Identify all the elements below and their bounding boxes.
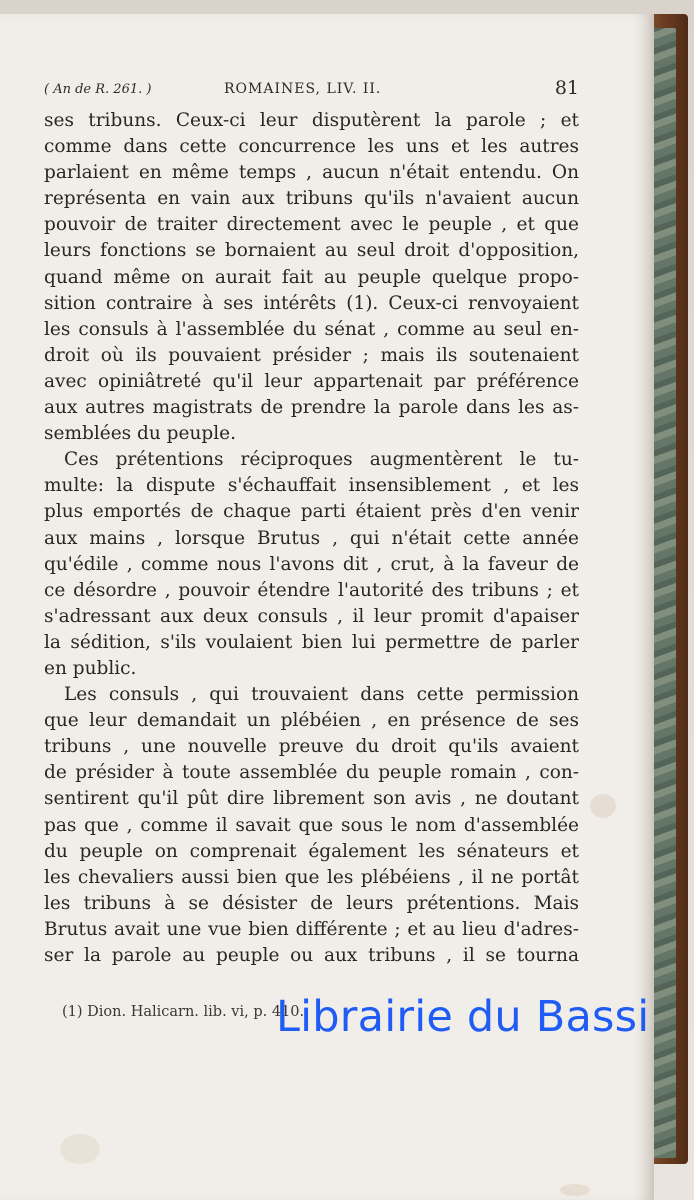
text-line: comme dans cette concurrence les uns et les autres [44,136,579,158]
text-line: pas que , comme il savait que sous le nom d'assemblée [44,814,579,836]
text-line: avec opiniâtreté qu'il leur appartenait par préférence [44,370,579,392]
text-line: multe: la dispute s'échauffait insensiblement , et les [44,475,579,497]
running-header [44,78,579,100]
text-line: s'adressant aux deux consuls , il leur promit d'apaiser [44,605,579,627]
text-line: Brutus avait une vue bien différente ; et au lieu d'adres- [44,918,579,940]
header-title: ROMAINES, LIV. II. [224,81,382,97]
foxing-stain [560,1184,590,1196]
text-line: sentirent qu'il pût dire librement son avis , ne doutant [44,788,579,810]
text-line: les tribuns à se désister de leurs prétentions. Mais [44,892,579,914]
text-line: ses tribuns. Ceux-ci leur disputèrent la parole ; et [44,110,579,131]
text-line: quand même on aurait fait au peuple quelque propo- [44,266,579,288]
text-line: parlaient en même temps , aucun n'était entendu. On [44,162,579,184]
page-number: 81 [554,77,579,99]
footnote: (1) Dion. Halicarn. lib. vi, p. 410. [62,1004,305,1020]
text-line: tribuns , une nouvelle preuve du droit qu'ils avaient [44,736,579,758]
text-line: Les consuls , qui trouvaient dans cette permission [64,684,579,706]
text-line: que leur demandait un plébéien , en présence de ses [44,710,579,732]
text-line: ce désordre , pouvoir étendre l'autorité des tribuns ; et [44,579,579,601]
text-line: aux mains , lorsque Brutus , qui n'était cette année [44,527,579,549]
text-line: leurs fonctions se bornaient au seul droit d'opposition, [44,240,579,262]
foxing-stain [60,1134,100,1164]
text-line: représenta en vain aux tribuns qu'ils n'avaient aucun [44,188,579,210]
text-line: qu'édile , comme nous l'avons dit , crut, à la faveur de [44,553,579,575]
text-line: du peuple on comprenait également les sénateurs et [44,840,579,862]
foxing-stain [590,794,616,818]
text-line: en public. [44,657,137,679]
text-line: sition contraire à ses intérêts (1). Ceux-ci renvoyaient [44,292,579,314]
text-line: droit où ils pouvaient présider ; mais ils soutenaient [44,344,579,366]
header-year: ( An de R. 261. ) [44,82,152,97]
text-line: aux autres magistrats de prendre la parole dans les as- [44,397,579,419]
text-line: pouvoir de traiter directement avec le peuple , et que [44,214,579,236]
body-text [44,108,579,969]
text-line: la sédition, s'ils voulaient bien lui permettre de parler [44,631,579,653]
text-line: semblées du peuple. [44,423,236,445]
text-line: de présider à toute assemblée du peuple romain , con- [44,762,579,784]
text-line: les chevaliers aussi bien que les plébéiens , il ne portât [44,866,579,888]
text-line: Ces prétentions réciproques augmentèrent le tu- [64,449,579,471]
text-line: plus emportés de chaque parti étaient près d'en venir [44,501,579,523]
text-line: les consuls à l'assemblée du sénat , comme au seul en- [44,318,579,340]
text-line: ser la parole au peuple ou aux tribuns , il se tourna [44,945,579,966]
watermark: Librairie du Bassi [276,992,650,1042]
